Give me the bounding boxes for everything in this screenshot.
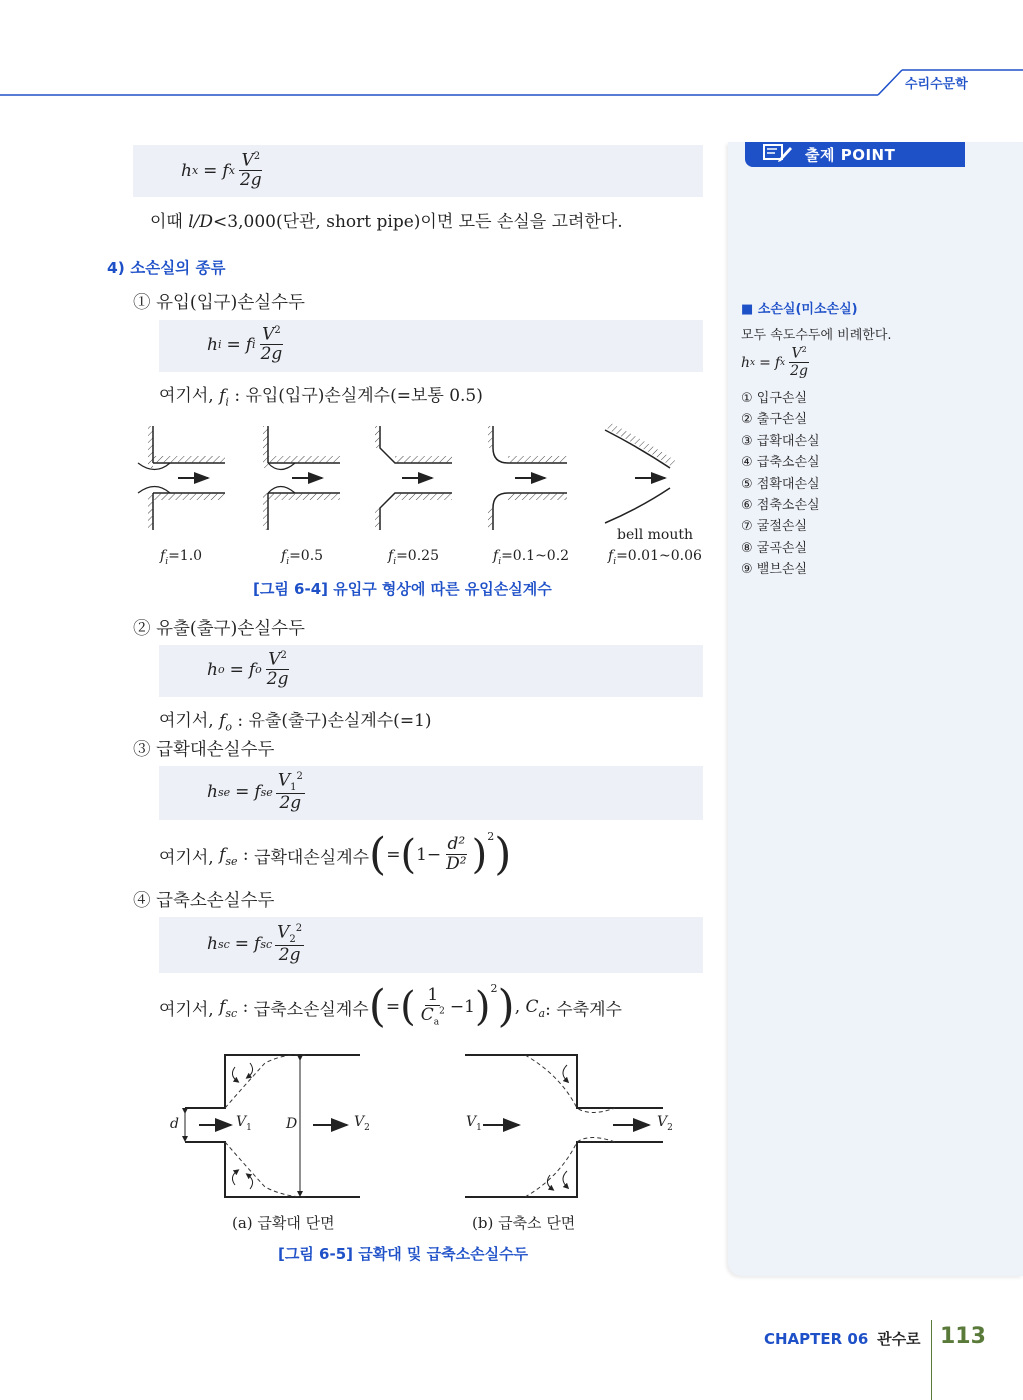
- note-prefix: 여기서,: [159, 386, 214, 406]
- formula-coef-sub: se: [260, 785, 273, 799]
- frac-num: V: [277, 770, 291, 791]
- v-symbol: V: [657, 1114, 668, 1130]
- coef-sub: i: [613, 556, 617, 567]
- footer-chapter-title: 관수로: [877, 1330, 921, 1348]
- formula-coef-sub: i: [252, 338, 256, 352]
- coef-value: =0.25: [396, 548, 439, 564]
- v-symbol: V: [236, 1114, 247, 1130]
- sidebar-list: [741, 388, 820, 581]
- note-frac-den-sup: 2: [439, 1006, 445, 1017]
- note-text: 급확대손실계수: [254, 847, 370, 868]
- formula-lhs-sub: x: [191, 164, 199, 178]
- list-item: ⑨ 밸브손실: [741, 562, 808, 578]
- note-one: 1−: [416, 845, 442, 865]
- frac-num-sup: 2: [801, 345, 807, 354]
- label-D: D: [286, 1116, 298, 1132]
- note-symbol: f: [219, 845, 226, 865]
- item4-note: 여기서, f $_{sc}$ : 급축소손실계수 ( = ( $\frac{1}{C_a^2}$ −1 ) $^2$ ) , C $_a$ : 수축계수: [159, 981, 622, 1032]
- formula-lhs-sub: x: [750, 357, 756, 368]
- inlet-label-1: [160, 548, 202, 567]
- note-text: 유입(입구)손실계수(=보통 0.5): [245, 386, 483, 406]
- intro-sentence-rest: <3,000(단관, short pipe)이면 모든 손실을 고려한다.: [213, 212, 623, 232]
- inlet-shape-3: [375, 426, 452, 530]
- formula-coef-sub: o: [255, 663, 262, 677]
- formula-lhs-sub: sc: [217, 937, 230, 951]
- note-exp: 2: [490, 982, 498, 995]
- formula-lhs: h: [181, 160, 192, 181]
- formula-lhs-sub: o: [217, 663, 225, 677]
- frac-num: V: [262, 324, 275, 345]
- item2-formula-box: [159, 645, 703, 697]
- formula-coef-sub: x: [228, 164, 235, 178]
- header-section-title: 수리수문학: [905, 77, 968, 92]
- coef-sub: i: [286, 556, 290, 567]
- inlet-label-3: [388, 548, 439, 567]
- item3-formula: h se = f se $\frac{V_1^2}{2g}$: [207, 770, 303, 814]
- inlet-label-5: [608, 548, 702, 567]
- item4-formula-box: [159, 917, 703, 973]
- coef-sub: i: [165, 556, 169, 567]
- item3-note: 여기서, f $_{se}$ : 급확대손실계수 ( = ( 1− $\frac{\text{d²}}{\text{D²}}$ ) $^2$ ): [159, 829, 512, 880]
- frac-num-sub: 1: [290, 782, 297, 794]
- formula-fraction: [259, 325, 285, 365]
- note-frac-num: 1: [427, 985, 439, 1006]
- formula-lhs: h: [207, 934, 218, 955]
- item2-heading: ② 유출(출구)손실수두: [133, 619, 305, 639]
- note-eq: =: [385, 997, 401, 1017]
- inlet-label-4: [493, 548, 569, 567]
- note-prefix: 여기서,: [159, 711, 214, 731]
- coef-sub: i: [393, 556, 397, 567]
- pencil-note-icon: [763, 143, 793, 167]
- frac-num-sub: 2: [289, 934, 296, 946]
- frac-num: V: [277, 922, 290, 943]
- footer-chapter: [764, 1328, 921, 1349]
- label-b-V2: [657, 1114, 673, 1133]
- intro-sentence-ratio: l/D: [188, 212, 214, 232]
- note-symbol: f: [219, 997, 226, 1017]
- formula-coef-sub: sc: [260, 937, 273, 951]
- formula-fraction: [788, 346, 810, 379]
- note-tail-sub: a: [538, 1007, 546, 1020]
- note-prefix: 여기서,: [159, 999, 214, 1020]
- figure-6-4-inlet-shapes: [130, 418, 710, 538]
- formula-coef: f: [222, 160, 229, 181]
- coef-sym: f: [160, 548, 166, 564]
- coef-value: =1.0: [168, 548, 203, 564]
- note-symbol: f: [219, 711, 226, 731]
- label-b-V1: [466, 1114, 482, 1133]
- item4-heading: ④ 급축소손실수두: [133, 891, 275, 911]
- coef-sym: f: [493, 548, 499, 564]
- note-tail-symbol: C: [525, 997, 539, 1017]
- note-fraction: [444, 835, 468, 874]
- intro-formula: h x = f x $\frac{V^2}{2g}$: [181, 150, 262, 191]
- note-frac-den: C: [420, 1004, 434, 1025]
- note-symbol-sub: se: [225, 855, 238, 868]
- sidebar-formula: h x = f x $\frac{V^2}{2g}$: [741, 345, 808, 380]
- page-number: 113: [940, 1324, 986, 1349]
- item2-note: 여기서, $f_o$ : 유출(출구)손실계수(=1): [159, 711, 432, 734]
- coef-sym: f: [281, 548, 287, 564]
- formula-lhs-sub: i: [217, 338, 222, 352]
- note-frac-num: d²: [447, 834, 466, 855]
- note-symbol: f: [219, 386, 226, 406]
- item1-note: 여기서, $f_i$ : 유입(입구)손실계수(=보통 0.5): [159, 386, 483, 409]
- formula-lhs-sub: se: [217, 785, 231, 799]
- sidebar-desc: 모두 속도수두에 비례한다.: [741, 328, 892, 343]
- note-tail-text: : 수축계수: [545, 999, 622, 1020]
- formula-fraction: [265, 650, 291, 690]
- formula-coef: f: [254, 934, 261, 955]
- item3-heading: ③ 급확대손실수두: [133, 740, 275, 760]
- frac-num-sup: 2: [253, 151, 261, 162]
- header-rule: [0, 60, 1023, 100]
- coef-sub: i: [498, 556, 502, 567]
- inlet-shape-1: [138, 426, 225, 530]
- coef-value: =0.01~0.06: [616, 548, 702, 564]
- formula-coef: f: [774, 354, 781, 371]
- list-item: ① 입구손실: [741, 391, 808, 406]
- subcaption-a: (a) 급확대 단면: [232, 1214, 335, 1232]
- frac-den: 2g: [279, 793, 302, 814]
- item3-formula-box: [159, 766, 703, 820]
- label-a-V1: [236, 1114, 252, 1133]
- list-item: ⑤ 점확대손실: [741, 476, 820, 492]
- footer-divider: [931, 1320, 932, 1400]
- list-item: ③ 급확대손실: [741, 433, 820, 449]
- coef-value: =0.5: [289, 548, 324, 564]
- point-label: 출제 POINT: [805, 146, 896, 164]
- note-frac-den-sub: a: [433, 1017, 440, 1028]
- note-fraction: [419, 986, 447, 1027]
- frac-num-sup: 2: [296, 771, 303, 782]
- formula-coef: f: [254, 782, 261, 803]
- formula-coef: f: [248, 659, 256, 680]
- frac-num-sup: 2: [274, 325, 281, 336]
- coef-sym: f: [608, 548, 614, 564]
- frac-den: 2g: [278, 945, 301, 966]
- formula-lhs: h: [207, 334, 218, 355]
- inlet-shape-4: [488, 426, 567, 530]
- note-prefix: 여기서,: [159, 847, 214, 868]
- frac-num: V: [268, 649, 281, 670]
- intro-sentence: [150, 207, 623, 232]
- list-item: ⑥ 점축소손실: [741, 498, 820, 514]
- coef-value: =0.1~0.2: [501, 548, 570, 564]
- sudden-contraction-diagram: [465, 1055, 663, 1197]
- label-a-V2: [354, 1114, 370, 1133]
- frac-num: V: [791, 345, 802, 362]
- formula-coef: f: [245, 334, 253, 355]
- note-frac-den: D²: [446, 854, 467, 875]
- sidebar-title: ■ 소손실(미소손실): [741, 302, 858, 317]
- note-minus: −1: [449, 997, 475, 1017]
- subcaption-b: (b) 급축소 단면: [472, 1214, 576, 1232]
- intro-sentence-prefix: 이때: [150, 212, 189, 232]
- section-title: 4) 소손실의 종류: [107, 259, 226, 277]
- item1-formula: h i = f i $\frac{V^2}{2g}$: [207, 324, 283, 365]
- list-item: ② 출구손실: [741, 412, 808, 428]
- note-symbol-sub: o: [225, 720, 232, 734]
- frac-den: 2g: [260, 344, 283, 365]
- note-exp: 2: [487, 830, 495, 843]
- v-sub: 2: [364, 1122, 370, 1133]
- v-sub: 2: [667, 1122, 673, 1133]
- sudden-expansion-diagram: [185, 1055, 360, 1197]
- frac-num-sup: 2: [295, 923, 303, 934]
- inlet-label-2: [281, 548, 323, 567]
- item4-formula: h sc = f sc $\frac{V_2^2}{2g}$: [207, 922, 303, 966]
- v-sub: 1: [246, 1122, 252, 1133]
- formula-fraction: [238, 151, 264, 191]
- v-symbol: V: [466, 1114, 477, 1130]
- point-badge: [745, 142, 965, 167]
- inlet-shape-2: [263, 426, 340, 530]
- list-item: ④ 급축소손실: [741, 455, 820, 471]
- note-symbol-sub: sc: [225, 1007, 238, 1020]
- label-d: d: [170, 1116, 179, 1132]
- figure-6-5-caption: [그림 6-5] 급확대 및 급축소손실수두: [278, 1245, 529, 1263]
- item1-heading: ① 유입(입구)손실수두: [133, 293, 305, 313]
- note-symbol-sub: i: [225, 395, 229, 409]
- note-text: 급축소손실계수: [253, 999, 369, 1020]
- frac-num-sup: 2: [280, 650, 287, 661]
- footer-chapter-label: CHAPTER 06: [764, 1330, 869, 1348]
- note-eq: =: [386, 845, 401, 865]
- coef-sym: f: [388, 548, 394, 564]
- formula-fraction: [276, 771, 305, 814]
- frac-den: 2g: [790, 363, 808, 380]
- item1-formula-box: [159, 320, 703, 372]
- inlet-shape-5-bell-mouth: [601, 426, 674, 523]
- formula-fraction: [275, 923, 304, 966]
- formula-lhs: h: [207, 782, 218, 803]
- note-text: 유출(출구)손실계수(=1): [248, 711, 432, 731]
- frac-num: V: [241, 150, 254, 171]
- figure-6-4-caption: [그림 6-4] 유입구 형상에 따른 유입손실계수: [253, 580, 552, 598]
- frac-den: 2g: [266, 669, 289, 690]
- list-item: ⑦ 굴절손실: [741, 519, 808, 535]
- list-item: ⑧ 굴곡손실: [741, 540, 808, 556]
- v-sub: 1: [476, 1122, 482, 1133]
- formula-lhs: h: [207, 659, 218, 680]
- bell-mouth-label: bell mouth: [617, 527, 694, 543]
- item2-formula: h o = f o $\frac{V^2}{2g}$: [207, 649, 289, 690]
- frac-den: 2g: [239, 170, 262, 191]
- intro-formula-box: [133, 145, 703, 197]
- v-symbol: V: [354, 1114, 365, 1130]
- formula-lhs: h: [741, 354, 751, 371]
- formula-coef-sub: x: [780, 357, 786, 368]
